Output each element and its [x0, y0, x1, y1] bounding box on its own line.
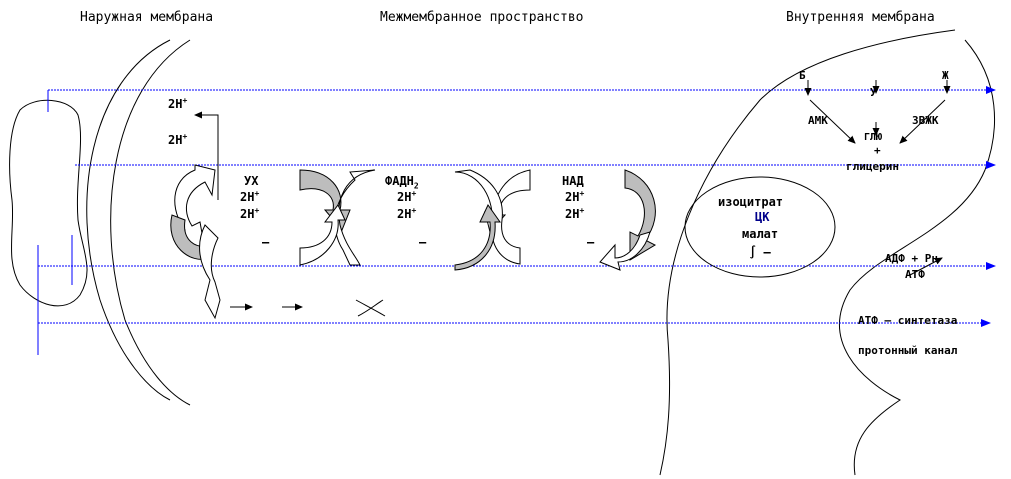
complex-nad-label: НАД — [562, 174, 584, 188]
proton-path-arrow — [195, 115, 218, 200]
cross-mark — [356, 300, 385, 316]
left-particle-shape — [10, 100, 87, 306]
atf-label: АТФ — [905, 268, 925, 281]
substrate-u: У — [870, 86, 877, 99]
amk-label: АМК — [808, 114, 828, 127]
outer-membrane-label: Наружная мембрана — [80, 10, 214, 25]
complex-fadh-label: $ФАДН_2$ — [385, 174, 419, 191]
glycerin-label: глицерин — [846, 160, 899, 173]
complex-nad-proton-2: 2Н+ — [565, 206, 585, 221]
proton-label-2: 2Н+ — [168, 132, 188, 147]
substrate-zh: Ж — [942, 69, 949, 82]
isocitrate-label: изоцитрат — [718, 195, 784, 209]
crossing-arrows-icon — [300, 170, 375, 265]
proton-label-1: 2Н+ — [168, 96, 188, 111]
electron-sign-1: – — [262, 235, 270, 249]
outer-membrane-curve-1 — [87, 40, 170, 400]
substrate-b: Б — [799, 69, 806, 82]
intermembrane-space-label: Межмембранное пространство — [380, 10, 584, 25]
complex-uh-proton-1: 2Н+ — [240, 189, 260, 204]
electron-sign-2: – — [419, 235, 427, 249]
glu-plus-sign: + — [874, 144, 881, 157]
inner-membrane-label: Внутренняя мембрана — [786, 10, 935, 25]
curved-arrow-icon — [600, 170, 655, 270]
complex-uh-label: УХ — [244, 174, 259, 188]
proton-channel-label: протонный канал — [858, 344, 958, 357]
complex-fadh-proton-1: 2Н+ — [397, 189, 417, 204]
curved-arrow-icon — [200, 225, 220, 318]
zhk-label: ЗВЖК — [912, 114, 939, 127]
glu-label: ГЛЮ — [864, 132, 883, 143]
tsk-label: ЦК — [755, 210, 770, 224]
adp-label: АДФ + Рн — [885, 252, 938, 265]
complex-nad-proton-1: 2Н+ — [565, 189, 585, 204]
malate-label: малат — [742, 227, 779, 241]
complex-uh-proton-2: 2Н+ — [240, 206, 260, 221]
complex-fadh-proton-2: 2Н+ — [397, 206, 417, 221]
crossing-arrows-icon — [455, 170, 530, 270]
atp-synthase-label: АТФ – синтетаза — [858, 314, 958, 327]
integral-label: ∫ – — [749, 245, 771, 259]
electron-sign-3: – — [587, 235, 595, 249]
